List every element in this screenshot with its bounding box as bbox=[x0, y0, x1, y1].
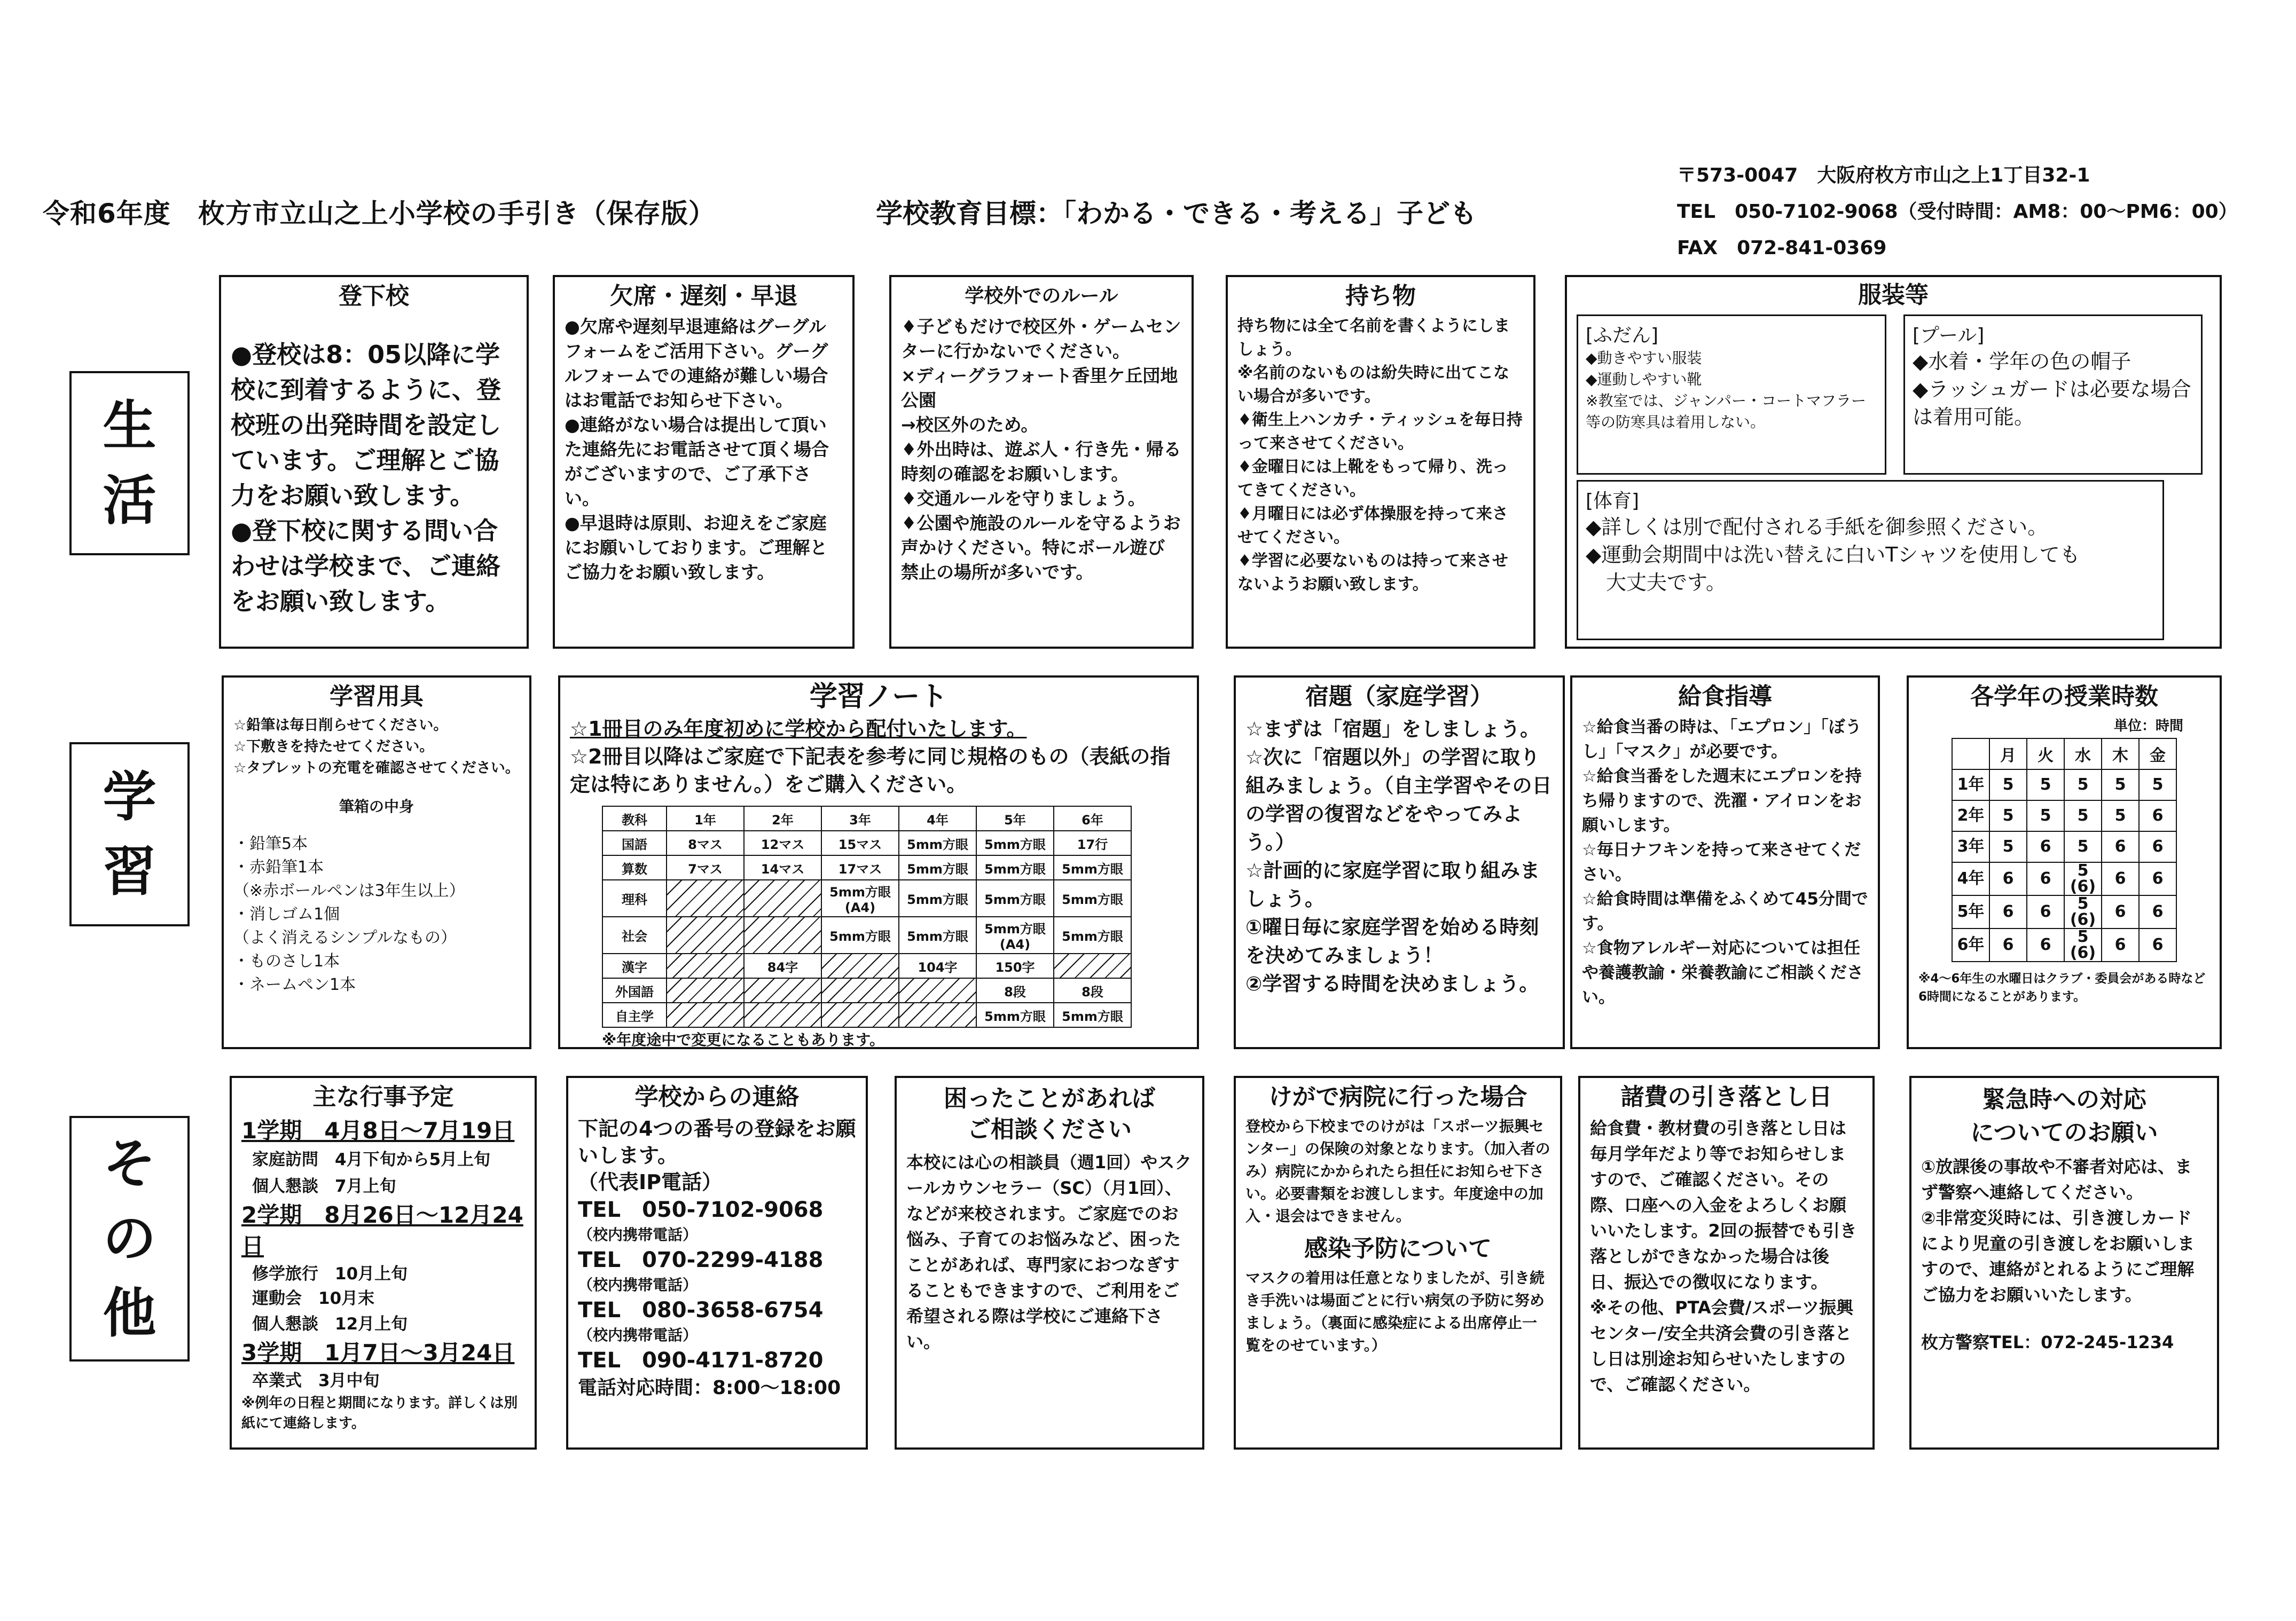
class-hours-row bbox=[1952, 862, 2176, 895]
class-hours-cell: 6 bbox=[2102, 895, 2139, 928]
notebook-header-row bbox=[602, 806, 1131, 831]
notebook-cell: 5mm方眼 bbox=[976, 831, 1054, 855]
notebook-header-cell: 6年 bbox=[1054, 806, 1131, 831]
class-hours-cell: 5 (6) bbox=[2064, 928, 2102, 962]
injury-section bbox=[1234, 1076, 1562, 1450]
notebook-cell bbox=[667, 978, 744, 1003]
events-body bbox=[241, 1115, 525, 1434]
supplies-title: 学習用具 bbox=[330, 683, 424, 710]
clothing-pe-title: [体育] bbox=[1586, 490, 1640, 512]
outside-rules-body: ♦子どもだけで校区外・ゲームセンターに行かないでください。 ×ディーグラフォート香里ケ丘団地公園 →校区外のため。 ♦外出時は、遊ぶ人・行き先・帰る時刻の確認をお願いします。 ♦交通ルールを守りましょう。 ♦公園や施設のルールを守るようお声かけください。特にボール遊び禁止の場所が多いです。 bbox=[901, 316, 1181, 583]
term2-event-2: 運動会 10月末 bbox=[252, 1289, 375, 1308]
notebook-cell bbox=[744, 978, 821, 1003]
class-hours-cell: 6 bbox=[1989, 928, 2027, 962]
class-hours-cell: 5 bbox=[2102, 800, 2139, 831]
page-title: 令和6年度 枚方市立山之上小学校の手引き（保存版） bbox=[43, 198, 716, 229]
term3-event-1: 卒業式 3月中旬 bbox=[252, 1371, 380, 1390]
notebook-cell: 12マス bbox=[744, 831, 821, 855]
lunch-title: 給食指導 bbox=[1678, 683, 1772, 710]
notebook-cell: 17行 bbox=[1054, 831, 1131, 855]
class-hours-cell: 6年 bbox=[1952, 928, 1989, 962]
fees-section bbox=[1578, 1076, 1875, 1450]
class-hours-cell: 6 bbox=[2027, 862, 2064, 895]
pencase-box bbox=[233, 795, 520, 997]
class-hours-cell: 5 bbox=[1989, 800, 2027, 831]
notebook-section bbox=[558, 675, 1199, 1049]
notebook-cell bbox=[744, 1003, 821, 1027]
injury-body: 登校から下校までのけがは「スポーツ振興センター」の保険の対象となります。（加入者のみ）病院にかかられたら担任にお知らせ下さい。必要書類をお渡しします。年度途中の加入・退会はできません。 bbox=[1245, 1118, 1550, 1225]
absence-section bbox=[553, 275, 855, 649]
notebook-cell bbox=[744, 917, 821, 954]
belongings-section bbox=[1226, 275, 1535, 649]
row-label-char: 習 bbox=[103, 840, 156, 903]
notebook-cell bbox=[667, 917, 744, 954]
notebook-line1: ☆1冊目のみ年度初めに学校から配付いたします。 bbox=[570, 717, 1027, 741]
supplies-section bbox=[222, 675, 531, 1049]
class-hours-row bbox=[1952, 769, 2176, 800]
class-hours-header-row bbox=[1952, 738, 2176, 769]
notebook-cell bbox=[821, 978, 899, 1003]
class-hours-cell: 3年 bbox=[1952, 831, 1989, 862]
row-label-char: の bbox=[103, 1207, 156, 1270]
notebook-cell: 自主学 bbox=[602, 1003, 667, 1027]
class-hours-cell: 6 bbox=[1989, 895, 2027, 928]
class-hours-cell: 6 bbox=[2139, 800, 2176, 831]
contact-section bbox=[566, 1076, 868, 1450]
class-hours-row bbox=[1952, 895, 2176, 928]
commute-body: ●登校は8：05以降に学校に到着するように、登校班の出発時間を設定しています。ご理解とご協力をお願い致します。 ●登下校に関する問い合わせは学校まで、ご連絡をお願い致します。 bbox=[231, 340, 501, 616]
notebook-cell bbox=[899, 978, 976, 1003]
notebook-cell: 外国語 bbox=[602, 978, 667, 1003]
notebook-cell: 14マス bbox=[744, 855, 821, 880]
notebook-cell: 104字 bbox=[899, 954, 976, 978]
infection-body: マスクの着用は任意となりましたが、引き続き手洗いは場面ごとに行い病気の予防に努めましょう。（裏面に感染症による出席停止一覧をのせています。） bbox=[1245, 1269, 1545, 1354]
lunch-section bbox=[1570, 675, 1880, 1049]
notebook-cell: 7マス bbox=[667, 855, 744, 880]
notebook-cell: 5mm方眼 bbox=[1054, 1003, 1131, 1027]
clothing-daily-box bbox=[1577, 314, 1886, 475]
homework-body: ☆まずは「宿題」をしましょう。 ☆次に「宿題以外」の学習に取り組みましょう。（自主学習やその日の学習の復習などをやってみよう。） ☆計画的に家庭学習に取り組みましょう。 ①曜日毎に家庭学習を始める時刻を決めてみましょう！ ②学習する時間を決めましょう。 bbox=[1245, 718, 1552, 995]
events-note: ※例年の日程と期間になります。詳しくは別紙にて連絡します。 bbox=[241, 1395, 518, 1431]
notebook-row bbox=[602, 831, 1131, 855]
trouble-body: 本校には心の相談員（週1回）やスクールカウンセラー（SC）（月1回）、などが来校されます。ご家庭でのお悩み、子育てのお悩みなど、困ったことがあれば、専門家におつなぎすることもできますので、ご利用をご希望される際は学校にご連絡下さい。 bbox=[906, 1152, 1192, 1352]
notebook-cell: 84字 bbox=[744, 954, 821, 978]
class-hours-table bbox=[1952, 738, 2177, 962]
class-hours-note: ※4〜6年生の水曜日はクラブ・委員会がある時など6時間になることがあります。 bbox=[1918, 972, 2206, 1004]
notebook-cell: 理科 bbox=[602, 880, 667, 917]
term1: 1学期 4月8日〜7月19日 bbox=[241, 1118, 515, 1144]
absence-body: ●欠席や遅刻早退連絡はグーグルフォームをご活用下さい。グーグルフォームでの連絡が難しい場合はお電話でお知らせ下さい。 ●連絡がない場合は提出して頂いた連絡先にお電話させて頂く場合がございますので、ご了承下さい。 ●早退時は原則、お迎えをご家庭にお願いしております。ご理解とご協力をお願い致します。 bbox=[565, 316, 829, 583]
clothing-daily-body: ◆動きやすい服装 ◆運動しやすい靴 ※教室では、ジャンパー・コートマフラー等の防寒具は着用しない。 bbox=[1586, 349, 1866, 431]
class-hours-cell: 6 bbox=[2102, 862, 2139, 895]
notebook-cell: 5mm方眼 bbox=[899, 855, 976, 880]
class-hours-cell: 5 bbox=[2064, 769, 2102, 800]
notebook-row bbox=[602, 1003, 1131, 1027]
clothing-pe-body: ◆詳しくは別で配付される手紙を御参照ください。 ◆運動会期間中は洗い替えに白いTシャツを使用しても 大丈夫です。 bbox=[1586, 515, 2080, 594]
class-hours-title: 各学年の授業時数 bbox=[1970, 683, 2158, 710]
class-hours-cell: 5 bbox=[1989, 769, 2027, 800]
infection-title: 感染予防について bbox=[1304, 1235, 1492, 1262]
term1-event-2: 個人懇談 7月上旬 bbox=[252, 1177, 396, 1196]
notebook-line2: ☆2冊目以降はご家庭で下記表を参考に同じ規格のもの（表紙の指定は特にありません。）をご購入ください。 bbox=[570, 745, 1171, 796]
notebook-cell: 漢字 bbox=[602, 954, 667, 978]
notebook-row bbox=[602, 855, 1131, 880]
row-label-char: 生 bbox=[103, 394, 156, 457]
school-address bbox=[1677, 158, 2238, 266]
contact-phone-3-note: （校内携帯電話） bbox=[578, 1326, 698, 1344]
class-hours-header-cell: 月 bbox=[1989, 738, 2027, 769]
events-section bbox=[230, 1076, 537, 1450]
class-hours-cell: 6 bbox=[2102, 928, 2139, 962]
row-label-study bbox=[69, 742, 190, 926]
row-label-char: 活 bbox=[103, 469, 156, 532]
term3: 3学期 1月7日〜3月24日 bbox=[241, 1340, 515, 1366]
outside-rules-section bbox=[889, 275, 1194, 649]
supplies-body: ☆鉛筆は毎日削らせてください。 ☆下敷きを持たせてください。 ☆タブレットの充電を確認させてください。 bbox=[233, 717, 520, 776]
class-hours-cell: 6 bbox=[2102, 831, 2139, 862]
notebook-cell: 5mm方眼 bbox=[1054, 917, 1131, 954]
clothing-pool-box bbox=[1903, 314, 2203, 475]
class-hours-header-cell: 火 bbox=[2027, 738, 2064, 769]
absence-title: 欠席・遅刻・早退 bbox=[609, 282, 798, 310]
notebook-cell bbox=[899, 1003, 976, 1027]
notebook-cell bbox=[1054, 954, 1131, 978]
notebook-cell bbox=[667, 1003, 744, 1027]
events-title: 主な行事予定 bbox=[312, 1083, 454, 1111]
contact-hours: 電話対応時間：8:00〜18:00 bbox=[578, 1377, 841, 1399]
pencase-body: ・鉛筆5本 ・赤鉛筆1本 （※赤ボールペンは3年生以上） ・消しゴム1個 （よく消えるシンプルなもの） ・ものさし1本 ・ネームペン1本 bbox=[233, 835, 465, 994]
clothing-title: 服装等 bbox=[1858, 281, 1929, 309]
class-hours-cell: 5 bbox=[2027, 800, 2064, 831]
belongings-title: 持ち物 bbox=[1345, 282, 1416, 310]
fees-title: 諸費の引き落とし日 bbox=[1620, 1083, 1832, 1111]
class-hours-cell: 6 bbox=[2139, 831, 2176, 862]
postal-address: 〒573-0047 大阪府枚方市山之上1丁目32-1 bbox=[1677, 164, 2090, 186]
commute-section bbox=[219, 275, 529, 649]
class-hours-cell: 5 (6) bbox=[2064, 862, 2102, 895]
notebook-cell bbox=[821, 1003, 899, 1027]
contact-phone-3: TEL 080-3658-6754 bbox=[578, 1298, 824, 1323]
class-hours-cell: 6 bbox=[2027, 831, 2064, 862]
notebook-cell: 8マス bbox=[667, 831, 744, 855]
class-hours-section bbox=[1907, 675, 2222, 1049]
class-hours-header-cell bbox=[1952, 738, 1989, 769]
class-hours-cell: 5年 bbox=[1952, 895, 1989, 928]
class-hours-row bbox=[1952, 928, 2176, 962]
class-hours-cell: 6 bbox=[2139, 928, 2176, 962]
clothing-pe-box bbox=[1577, 480, 2164, 640]
class-hours-cell: 6 bbox=[2139, 895, 2176, 928]
class-hours-cell: 5 bbox=[2027, 769, 2064, 800]
emergency-title: 緊急時への対応 についてのお願い bbox=[1970, 1086, 2158, 1146]
notebook-cell: 5mm方眼 bbox=[976, 855, 1054, 880]
class-hours-header-cell: 水 bbox=[2064, 738, 2102, 769]
clothing-daily-title: [ふだん] bbox=[1586, 325, 1659, 347]
notebook-cell: 5mm方眼 bbox=[1054, 855, 1131, 880]
contact-title: 学校からの連絡 bbox=[634, 1083, 800, 1111]
notebook-header-cell: 1年 bbox=[667, 806, 744, 831]
class-hours-unit: 単位：時間 bbox=[2113, 718, 2183, 734]
class-hours-cell: 5 bbox=[2102, 769, 2139, 800]
contact-phone-4: TEL 090-4171-8720 bbox=[578, 1348, 824, 1373]
class-hours-cell: 5 bbox=[2064, 800, 2102, 831]
injury-title: けがで病院に行った場合 bbox=[1268, 1083, 1527, 1111]
notebook-table bbox=[602, 806, 1132, 1028]
clothing-pool-title: [プール] bbox=[1913, 325, 1985, 347]
clothing-section bbox=[1565, 275, 2222, 649]
belongings-body: 持ち物には全て名前を書くようにしましょう。 ※名前のないものは紛失時に出てこない場合が多いです。 ♦衛生上ハンカチ・ティッシュを毎日持って来させてください。 ♦金曜日には上靴をもって帰り、洗ってきてください。 ♦月曜日には必ず体操服を持って来させてください。 ♦学習に必要ないものは持って来させないようお願い致します。 bbox=[1237, 317, 1523, 594]
phone-number: TEL 050-7102-9068（受付時間：AM8：00〜PM6：00） bbox=[1677, 201, 2238, 223]
emergency-body: ①放課後の事故や不審者対応は、まず警察へ連絡してください。 ②非常変災時には、引き渡しカードにより児童の引き渡しをお願いしますので、連絡がとれるようにご理解ご協力をお願いいたします。 bbox=[1921, 1156, 2195, 1305]
notebook-cell: 150字 bbox=[976, 954, 1054, 978]
notebook-row bbox=[602, 917, 1131, 954]
notebook-cell: 社会 bbox=[602, 917, 667, 954]
contact-phones bbox=[578, 1195, 856, 1402]
class-hours-cell: 6 bbox=[2139, 862, 2176, 895]
notebook-title: 学習ノート bbox=[809, 681, 948, 713]
notebook-note: ※年度途中で変更になることもあります。 bbox=[602, 1031, 884, 1049]
row-label-char: 学 bbox=[103, 765, 156, 828]
class-hours-cell: 4年 bbox=[1952, 862, 1989, 895]
class-hours-header-cell: 木 bbox=[2102, 738, 2139, 769]
notebook-cell: 5mm方眼 bbox=[899, 831, 976, 855]
notebook-cell: 5mm方眼 (A4) bbox=[976, 917, 1054, 954]
class-hours-cell: 2年 bbox=[1952, 800, 1989, 831]
notebook-cell: 5mm方眼 (A4) bbox=[821, 880, 899, 917]
notebook-cell: 5mm方眼 bbox=[899, 917, 976, 954]
contact-phone-1: TEL 050-7102-9068 bbox=[578, 1198, 824, 1222]
class-hours-cell: 5 bbox=[2064, 831, 2102, 862]
trouble-title: 困ったことがあれば ご相談ください bbox=[944, 1085, 1155, 1143]
notebook-cell bbox=[821, 954, 899, 978]
class-hours-row bbox=[1952, 800, 2176, 831]
notebook-cell: 5mm方眼 bbox=[976, 880, 1054, 917]
homework-title: 宿題（家庭学習） bbox=[1305, 683, 1493, 710]
school-goal: 学校教育目標：「わかる・できる・考える」子ども bbox=[876, 198, 1477, 229]
contact-phone-2-note: （校内携帯電話） bbox=[578, 1276, 698, 1294]
term1-event-1: 家庭訪問 4月下旬から5月上旬 bbox=[252, 1150, 491, 1169]
class-hours-cell: 5 (6) bbox=[2064, 895, 2102, 928]
row-label-other bbox=[69, 1116, 190, 1362]
notebook-cell: 8段 bbox=[976, 978, 1054, 1003]
class-hours-header-cell: 金 bbox=[2139, 738, 2176, 769]
notebook-cell: 国語 bbox=[602, 831, 667, 855]
homework-section bbox=[1234, 675, 1565, 1049]
fees-body: 給食費・教材費の引き落とし日は毎月学年だより等でお知らせしますので、ご確認ください。その際、口座への入金をよろしくお願いいたします。2回の振替でも引き落としができなかった場合は後日、振込での徴収になります。 ※その他、PTA会費/スポーツ振興センター/安全共済会費の引き落とし日は別途お知らせいたしますので、ご確認ください。 bbox=[1590, 1118, 1857, 1395]
notebook-header-cell: 5年 bbox=[976, 806, 1054, 831]
emergency-section bbox=[1909, 1076, 2219, 1450]
notebook-row bbox=[602, 954, 1131, 978]
term2: 2学期 8月26日〜12月24日 bbox=[241, 1202, 523, 1259]
police-phone: 枚方警察TEL：072-245-1234 bbox=[1921, 1332, 2174, 1352]
notebook-cell: 5mm方眼 bbox=[821, 917, 899, 954]
class-hours-cell: 5 bbox=[1989, 831, 2027, 862]
contact-body: 下記の4つの番号の登録をお願いします。 （代表IP電話） bbox=[578, 1117, 856, 1194]
class-hours-cell: 6 bbox=[1989, 862, 2027, 895]
notebook-row bbox=[602, 880, 1131, 917]
contact-phone-2: TEL 070-2299-4188 bbox=[578, 1248, 824, 1272]
row-label-char: そ bbox=[103, 1132, 156, 1195]
notebook-header-cell: 2年 bbox=[744, 806, 821, 831]
notebook-cell bbox=[744, 880, 821, 917]
fax-number: FAX 072-841-0369 bbox=[1677, 237, 1887, 259]
class-hours-cell: 5 bbox=[2139, 769, 2176, 800]
class-hours-cell: 6 bbox=[2027, 895, 2064, 928]
class-hours-row bbox=[1952, 831, 2176, 862]
notebook-row bbox=[602, 978, 1131, 1003]
outside-rules-title: 学校外でのルール bbox=[965, 285, 1118, 307]
pencase-title: 筆箱の中身 bbox=[339, 798, 414, 815]
class-hours-cell: 6 bbox=[2027, 928, 2064, 962]
trouble-section bbox=[895, 1076, 1204, 1450]
term2-event-3: 個人懇談 12月上旬 bbox=[252, 1315, 408, 1334]
clothing-pool-body: ◆水着・学年の色の帽子 ◆ラッシュガードは必要な場合は着用可能。 bbox=[1913, 350, 2191, 429]
class-hours-cell: 1年 bbox=[1952, 769, 1989, 800]
notebook-cell: 15マス bbox=[821, 831, 899, 855]
notebook-header-cell: 3年 bbox=[821, 806, 899, 831]
notebook-cell: 算数 bbox=[602, 855, 667, 880]
contact-phone-1-note: （校内携帯電話） bbox=[578, 1226, 698, 1244]
notebook-cell bbox=[667, 954, 744, 978]
notebook-cell: 8段 bbox=[1054, 978, 1131, 1003]
notebook-cell: 5mm方眼 bbox=[976, 1003, 1054, 1027]
notebook-cell: 5mm方眼 bbox=[1054, 880, 1131, 917]
commute-title: 登下校 bbox=[339, 282, 409, 310]
notebook-cell: 17マス bbox=[821, 855, 899, 880]
term2-event-1: 修学旅行 10月上旬 bbox=[252, 1264, 408, 1284]
notebook-cell: 5mm方眼 bbox=[899, 880, 976, 917]
row-label-char: 他 bbox=[103, 1282, 156, 1344]
lunch-body: ☆給食当番の時は、「エプロン」「ぼうし」「マスク」が必要です。 ☆給食当番をした週末にエプロンを持ち帰りますので、洗濯・アイロンをお願いします。 ☆毎日ナフキンを持って来させてください。 ☆給食時間は準備をふくめて45分間です。 ☆食物アレルギー対応については担任や養護教諭・栄養教諭にご相談ください。 bbox=[1582, 718, 1868, 1007]
notebook-header-cell: 4年 bbox=[899, 806, 976, 831]
row-label-life bbox=[69, 371, 190, 555]
notebook-cell bbox=[667, 880, 744, 917]
notebook-header-cell: 教科 bbox=[602, 806, 667, 831]
